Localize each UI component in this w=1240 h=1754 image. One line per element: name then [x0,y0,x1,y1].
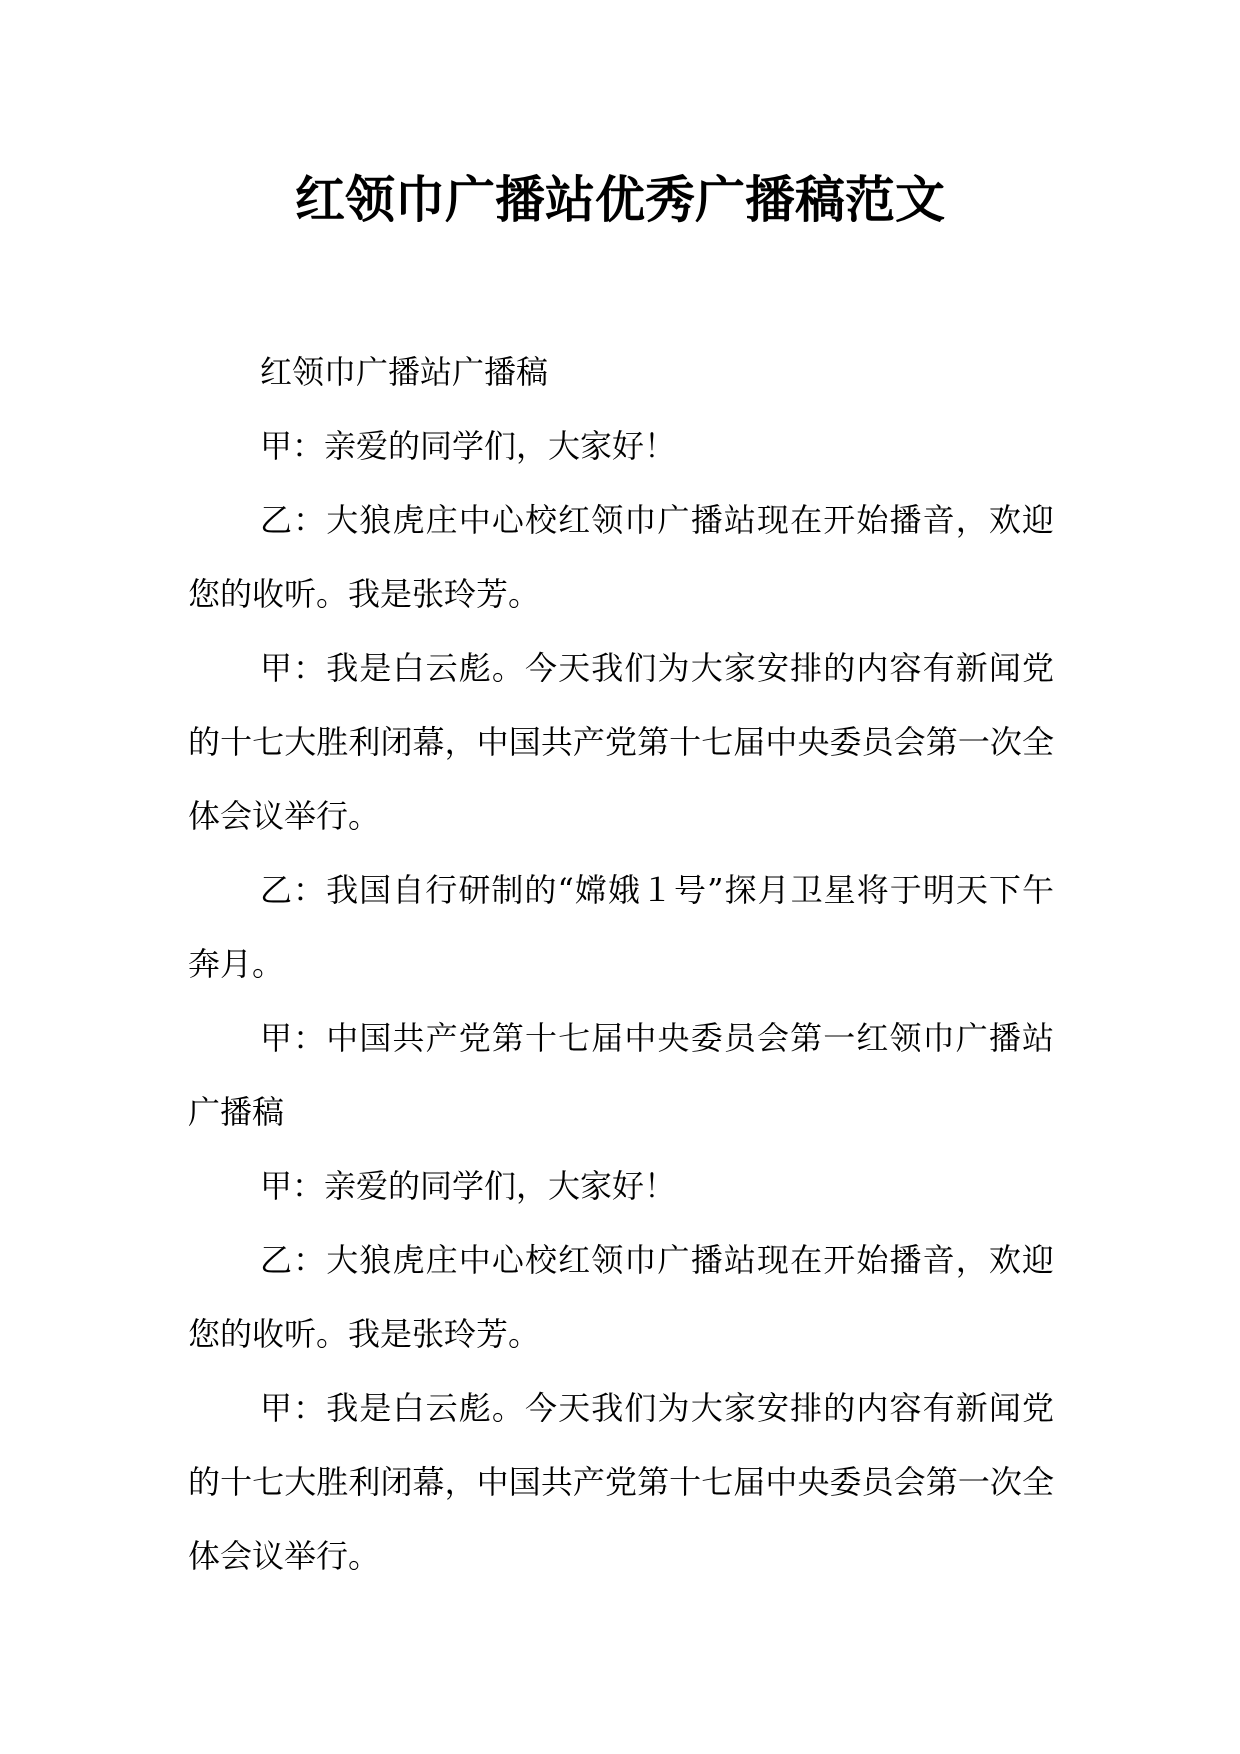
paragraph: 甲：亲爱的同学们，大家好！ [260,1167,677,1205]
paragraph: 乙：大狼虎庄中心校红领巾广播站现在开始播音，欢迎您的收听。我是张玲芳。 [188,501,1054,613]
paragraph: 甲：中国共产党第十七届中央委员会第一红领巾广播站广播稿 [188,1019,1054,1131]
paragraph: 甲：亲爱的同学们，大家好！ [260,427,677,465]
paragraph: 红领巾广播站广播稿 [260,353,549,391]
document-title: 红领巾广播站优秀广播稿范文 [295,170,945,229]
paragraph: 甲：我是白云彪。今天我们为大家安排的内容有新闻党的十七大胜利闭幕，中国共产党第十七届中央委员会第一次全体会议举行。 [188,1389,1054,1575]
paragraph: 乙：我国自行研制的“嫦娥１号”探月卫星将于明天下午奔月。 [188,871,1054,983]
paragraph: 乙：大狼虎庄中心校红领巾广播站现在开始播音，欢迎您的收听。我是张玲芳。 [188,1241,1054,1353]
document-body [188,335,1054,1593]
paragraph: 甲：我是白云彪。今天我们为大家安排的内容有新闻党的十七大胜利闭幕，中国共产党第十七届中央委员会第一次全体会议举行。 [188,649,1054,835]
